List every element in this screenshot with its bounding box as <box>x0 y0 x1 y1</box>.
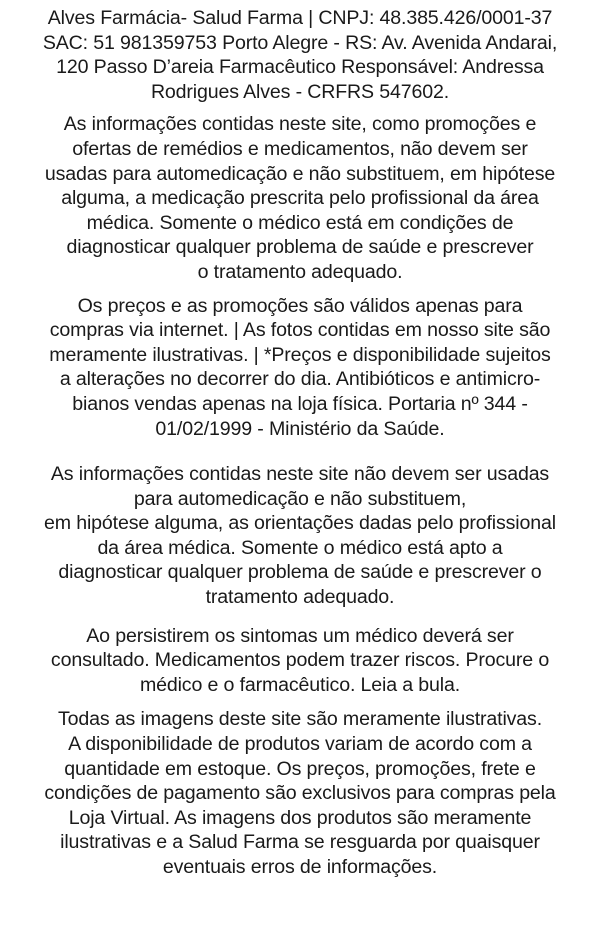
images-notice-line: quantidade em estoque. Os preços, promoções, frete e <box>64 757 536 780</box>
orientation-line: diagnosticar qualquer problema de saúde e prescrever o <box>58 561 542 584</box>
prices-notice-line: Os preços e as promoções são válidos apenas para <box>77 294 523 317</box>
images-notice-line: Loja Virtual. As imagens dos produtos são meramente <box>68 806 532 829</box>
orientation-line: da área médica. Somente o médico está apto a <box>97 536 503 559</box>
orientation-disclaimer <box>3 462 597 610</box>
disclaimer-line: usadas para automedicação e não substituem, em hipótese <box>44 162 556 185</box>
images-notice-line: Todas as imagens deste site são meramente ilustrativas. <box>57 708 542 731</box>
prices-notice <box>3 294 597 442</box>
company-info-line: SAC: 51 981359753 Porto Alegre - RS: Av. Avenida Andarai, <box>42 31 558 54</box>
images-notice-line: ilustrativas e a Salud Farma se resguarda por quaisquer <box>60 831 540 854</box>
prices-notice-line: a alterações no decorrer do dia. Antibióticos e antimicro- <box>59 368 541 391</box>
orientation-line: tratamento adequado. <box>205 586 395 609</box>
images-notice <box>3 707 597 879</box>
prices-notice-line: bianos vendas apenas na loja física. Portaria nº 344 - <box>72 392 528 415</box>
self-medication-disclaimer <box>3 112 597 284</box>
symptoms-warning <box>3 624 597 698</box>
company-info-line: Rodrigues Alves - CRFRS 547602. <box>150 80 450 103</box>
symptoms-line: Ao persistirem os sintomas um médico deverá ser <box>86 624 514 647</box>
company-info-line: Alves Farmácia- Salud Farma | CNPJ: 48.385.426/0001-37 <box>47 7 553 29</box>
symptoms-line: consultado. Medicamentos podem trazer riscos. Procure o <box>50 649 550 672</box>
disclaimer-line: diagnosticar qualquer problema de saúde e prescrever <box>66 236 534 259</box>
symptoms-line: médico e o farmacêutico. Leia a bula. <box>139 673 461 696</box>
prices-notice-line: 01/02/1999 - Ministério da Saúde. <box>155 417 445 440</box>
disclaimer-line: médica. Somente o médico está em condições de <box>86 211 514 234</box>
disclaimer-line: o tratamento adequado. <box>197 260 403 283</box>
company-info <box>3 6 597 104</box>
orientation-line: para automedicação e não substituem, <box>133 487 467 510</box>
orientation-line: As informações contidas neste site não devem ser usadas <box>50 463 550 486</box>
images-notice-line: eventuais erros de informações. <box>162 856 438 878</box>
orientation-line: em hipótese alguma, as orientações dadas pelo profissional <box>44 512 556 535</box>
company-info-line: 120 Passo D’areia Farmacêutico Responsável: Andressa <box>56 56 544 79</box>
prices-notice-line: meramente ilustrativas. | *Preços e disponibilidade sujeitos <box>49 343 551 366</box>
images-notice-line: condições de pagamento são exclusivos para compras pela <box>44 782 556 805</box>
disclaimer-line: ofertas de remédios e medicamentos, não devem ser <box>72 137 528 160</box>
disclaimer-line: As informações contidas neste site, como promoções e <box>63 113 537 136</box>
disclaimer-line: alguma, a medicação prescrita pelo profissional da área <box>61 187 539 210</box>
images-notice-line: A disponibilidade de produtos variam de acordo com a <box>68 733 532 756</box>
prices-notice-line: compras via internet. | As fotos contidas em nosso site são <box>49 319 551 342</box>
